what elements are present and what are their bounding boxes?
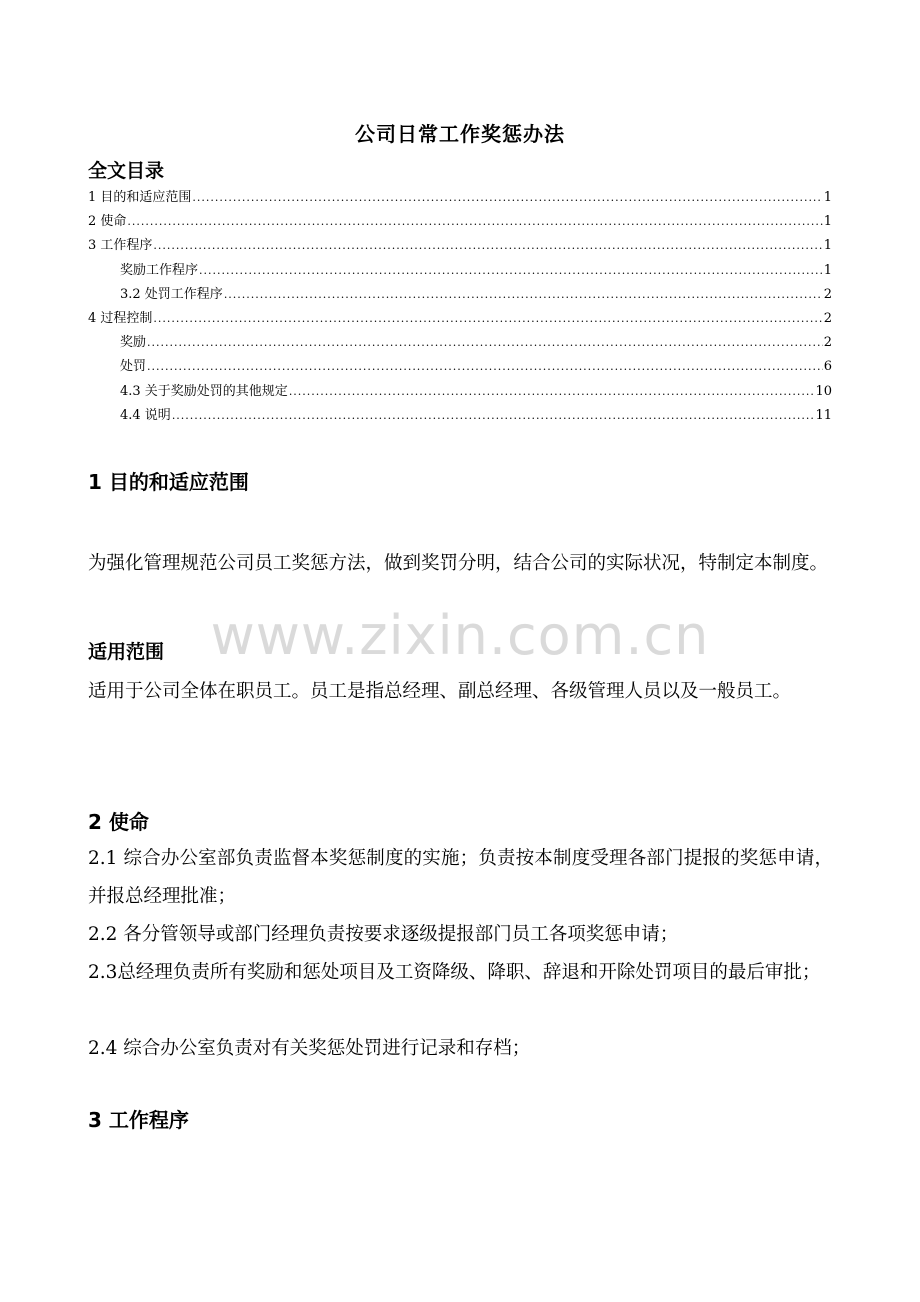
toc-entry-page: 10: [815, 383, 832, 399]
toc-entry-label: 4.4 说明: [120, 407, 171, 423]
toc-heading: 全文目录: [88, 160, 165, 182]
toc-leader-dots: [153, 234, 822, 258]
toc-entry[interactable]: [88, 404, 832, 428]
toc-entry[interactable]: [88, 283, 832, 307]
toc-entry[interactable]: [88, 259, 832, 283]
toc-entry-label: 处罚: [120, 359, 147, 375]
toc-entry[interactable]: [88, 307, 832, 331]
toc-entry-label: 4 过程控制: [88, 310, 153, 326]
toc-entry-page: 1: [823, 214, 832, 230]
toc-leader-dots: [147, 355, 823, 379]
toc-entry[interactable]: [88, 355, 832, 379]
section-1-paragraph: 为强化管理规范公司员工奖惩方法，做到奖罚分明，结合公司的实际状况，特制定本制度。: [88, 553, 829, 574]
toc-entry-page: 2: [823, 335, 832, 351]
toc-entry[interactable]: [88, 186, 832, 210]
toc-entry-label: 3.2 处罚工作程序: [120, 286, 223, 302]
section-2-item-3: 2.3总经理负责所有奖励和惩处项目及工资降级、降职、辞退和开除处罚项目的最后审批；: [88, 962, 821, 983]
section-2-item-4: 2.4 综合办公室负责对有关奖惩处罚进行记录和存档；: [88, 1038, 531, 1059]
toc-entry-label: 4.3 关于奖励处罚的其他规定: [120, 383, 288, 399]
toc-entry-page: 2: [823, 286, 832, 302]
toc-leader-dots: [127, 210, 822, 234]
toc-entry-label: 奖励: [120, 335, 147, 351]
section-2-heading: 2 使命: [88, 810, 149, 834]
section-2-item-1: 2.1 综合办公室部负责监督本奖惩制度的实施；负责按本制度受理各部门提报的奖惩申请，并报总经理批准；: [88, 848, 833, 907]
table-of-contents: [88, 186, 832, 428]
toc-entry[interactable]: [88, 380, 832, 404]
toc-leader-dots: [224, 283, 823, 307]
toc-leader-dots: [192, 186, 822, 210]
section-2-item-2: 2.2 各分管领导或部门经理负责按要求逐级提报部门员工各项奖惩申请；: [88, 924, 679, 945]
section-1-heading: 1 目的和适应范围: [88, 470, 249, 494]
scope-heading: 适用范围: [88, 641, 165, 663]
toc-entry-label: 奖励工作程序: [120, 262, 199, 278]
toc-entry-page: 1: [823, 190, 832, 205]
section-3-heading: 3 工作程序: [88, 1108, 189, 1132]
toc-leader-dots: [172, 404, 815, 428]
toc-entry-label: 3 工作程序: [88, 238, 153, 254]
toc-entry-label: 1 目的和适应范围: [88, 190, 192, 205]
toc-entry-page: 1: [823, 262, 832, 278]
toc-entry[interactable]: [88, 234, 832, 258]
toc-leader-dots: [289, 380, 815, 404]
toc-leader-dots: [147, 331, 823, 355]
toc-entry-page: 1: [823, 238, 832, 254]
toc-entry-label: 2 使命: [88, 214, 127, 230]
watermark: www.zixin.com.cn: [210, 604, 710, 667]
toc-entry-page: 2: [823, 310, 832, 326]
toc-entry[interactable]: [88, 210, 832, 234]
toc-entry-page: 6: [823, 359, 832, 375]
toc-entry-page: 11: [815, 407, 832, 423]
toc-leader-dots: [199, 259, 823, 283]
document-title: 公司日常工作奖惩办法: [355, 122, 565, 146]
toc-leader-dots: [153, 307, 822, 331]
toc-entry[interactable]: [88, 331, 832, 355]
scope-paragraph: 适用于公司全体在职员工。员工是指总经理、副总经理、各级管理人员以及一般员工。: [88, 681, 792, 702]
